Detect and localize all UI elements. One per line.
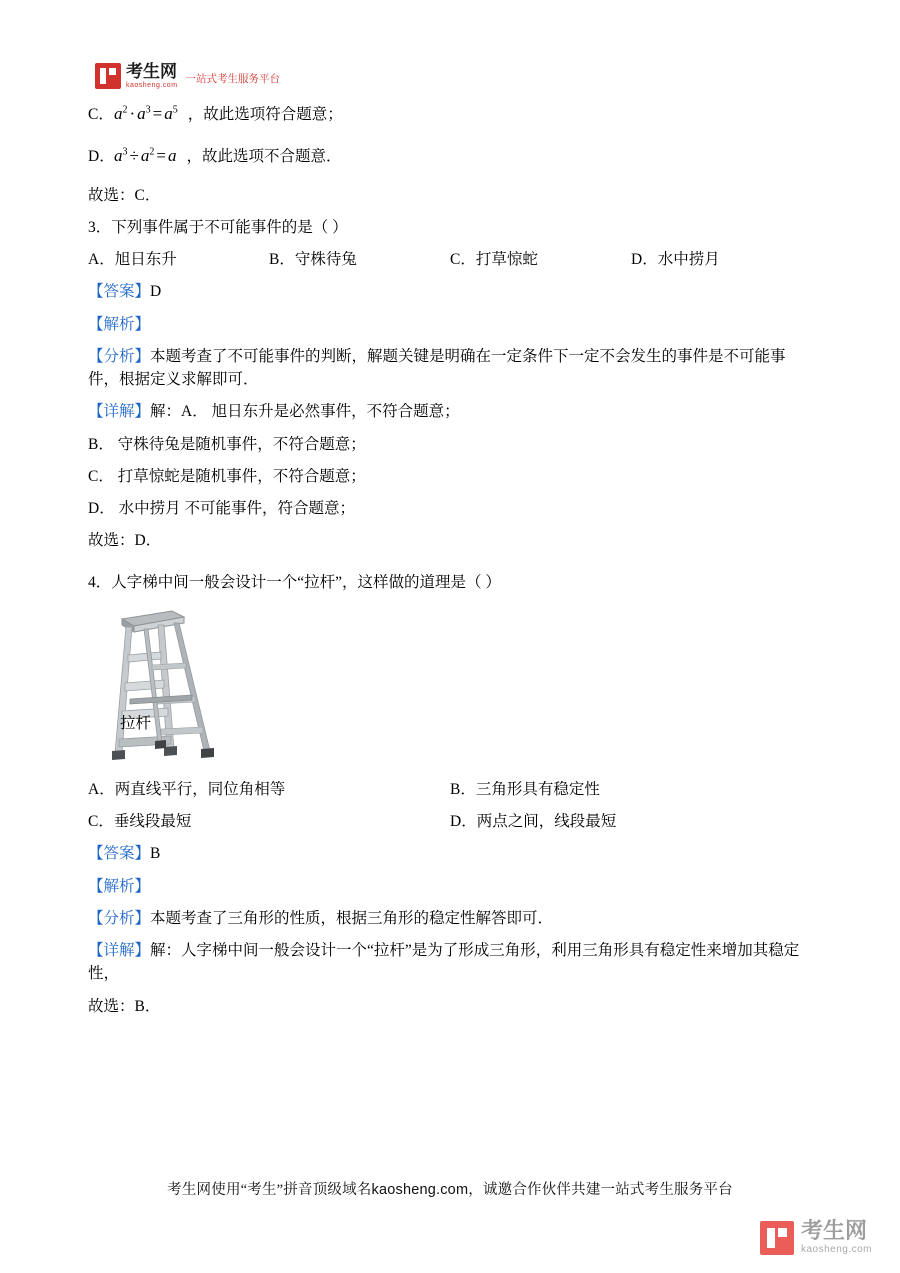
ladder-figure bbox=[88, 603, 812, 768]
q3-fenxi-tag: 【分析】 bbox=[88, 347, 151, 365]
q4-answer bbox=[88, 842, 812, 865]
q2-option-c-formula: $a^2 \cdot a^3 = a^5$ bbox=[114, 104, 178, 123]
q3-option-c: C．打草惊蛇 bbox=[450, 251, 538, 269]
q4-xiangjie-text: 解：人字梯中间一般会设计一个“拉杆”是为了形成三角形，利用三角形具有稳定性来增加其稳定性， bbox=[88, 942, 800, 983]
q4-fenxi bbox=[88, 907, 812, 930]
q3-xiangjie-line-3: D． 水中捞月 不可能事件，符合题意； bbox=[88, 500, 355, 518]
q3-answer-tag: 【答案】 bbox=[88, 283, 151, 301]
q3-option-a: A．旭日东升 bbox=[88, 251, 177, 269]
q4-stem: 4．人字梯中间一般会设计一个“拉杆”，这样做的道理是（ ） bbox=[88, 573, 501, 591]
ladder-figure-label: 拉杆 bbox=[120, 714, 152, 732]
q3-option-d: D．水中捞月 bbox=[631, 251, 720, 269]
footer-text-after: ，诚邀合作伙伴共建一站式考生服务平台 bbox=[468, 1182, 733, 1198]
footer-domain: kaosheng.com bbox=[371, 1182, 469, 1198]
q3-xiangjie-tag: 【详解】 bbox=[88, 403, 151, 421]
logo-text bbox=[126, 63, 178, 89]
q2-option-d-formula: $a^3 \div a^2 = a$ bbox=[114, 145, 177, 165]
q4-option-a: A．两直线平行，同位角相等 bbox=[88, 780, 286, 798]
site-logo bbox=[95, 63, 280, 89]
q3-answer bbox=[88, 280, 812, 303]
q4-options-row-1 bbox=[88, 778, 812, 801]
q3-xiangjie-line-1: B． 守株待兔是随机事件，不符合题意； bbox=[88, 435, 366, 453]
q4-fenxi-tag: 【分析】 bbox=[88, 909, 151, 927]
q2-option-d-label: D． bbox=[88, 147, 115, 165]
q3-options bbox=[88, 248, 812, 271]
watermark-title: 考生网 bbox=[800, 1218, 867, 1243]
q2-option-c-text: ，故此选项符合题意； bbox=[187, 106, 343, 123]
logo-icon bbox=[95, 63, 121, 89]
q4-xiangjie bbox=[88, 939, 812, 986]
q3-stem: 3．下列事件属于不可能事件的是（ ） bbox=[88, 218, 348, 236]
q2-option-c-label: C． bbox=[88, 106, 114, 123]
q3-xiangjie-line-2: C． 打草惊蛇是随机事件，不符合题意； bbox=[88, 467, 366, 485]
q4-fenxi-text: 本题考查了三角形的性质，根据三角形的稳定性解答即可． bbox=[150, 909, 554, 927]
q3-analysis-tag: 【解析】 bbox=[88, 315, 151, 333]
watermark-domain: kaosheng.com bbox=[800, 1244, 872, 1255]
footer-text-before: 考生网使用“考生”拼音顶级域名 bbox=[167, 1182, 372, 1198]
q3-conclusion: 故选：D． bbox=[88, 532, 162, 550]
logo-tagline: 一站式考生服务平台 bbox=[185, 73, 281, 85]
q4-answer-tag: 【答案】 bbox=[88, 845, 151, 863]
q3-option-b: B．守株待兔 bbox=[269, 251, 357, 269]
q2-option-c bbox=[88, 100, 812, 128]
q2-option-d-text: ，故此选项不合题意． bbox=[186, 147, 342, 165]
page-footer bbox=[0, 1178, 900, 1199]
q2-option-d bbox=[88, 142, 812, 170]
footer-watermark bbox=[760, 1220, 872, 1255]
watermark-logo-icon bbox=[760, 1221, 794, 1255]
q3-xiangjie bbox=[88, 400, 812, 423]
q4-analysis-tag: 【解析】 bbox=[88, 877, 151, 895]
q4-answer-value: B bbox=[150, 845, 161, 863]
ladder-image bbox=[100, 603, 230, 768]
document-content bbox=[88, 100, 812, 1027]
q4-options-row-2 bbox=[88, 810, 812, 833]
q4-option-d: D．两点之间，线段最短 bbox=[450, 813, 617, 831]
q3-fenxi-text: 本题考查了不可能事件的判断，解题关键是明确在一定条件下一定不会发生的事件是不可能事件，根据定义求解即可． bbox=[88, 347, 786, 389]
q3-fenxi bbox=[88, 345, 812, 392]
q4-conclusion: 故选：B． bbox=[88, 997, 161, 1015]
q4-option-c: C．垂线段最短 bbox=[88, 813, 192, 831]
logo-title: 考生网 bbox=[126, 62, 177, 81]
watermark-text bbox=[801, 1220, 872, 1255]
q3-answer-value: D bbox=[150, 283, 162, 301]
logo-domain: kaosheng.com bbox=[126, 82, 178, 89]
q2-conclusion: 故选：C． bbox=[88, 186, 161, 204]
q4-xiangjie-tag: 【详解】 bbox=[88, 942, 151, 960]
q3-xiangjie-line-0: 解：A． 旭日东升是必然事件，不符合题意； bbox=[150, 403, 460, 421]
q4-option-b: B．三角形具有稳定性 bbox=[450, 780, 600, 798]
